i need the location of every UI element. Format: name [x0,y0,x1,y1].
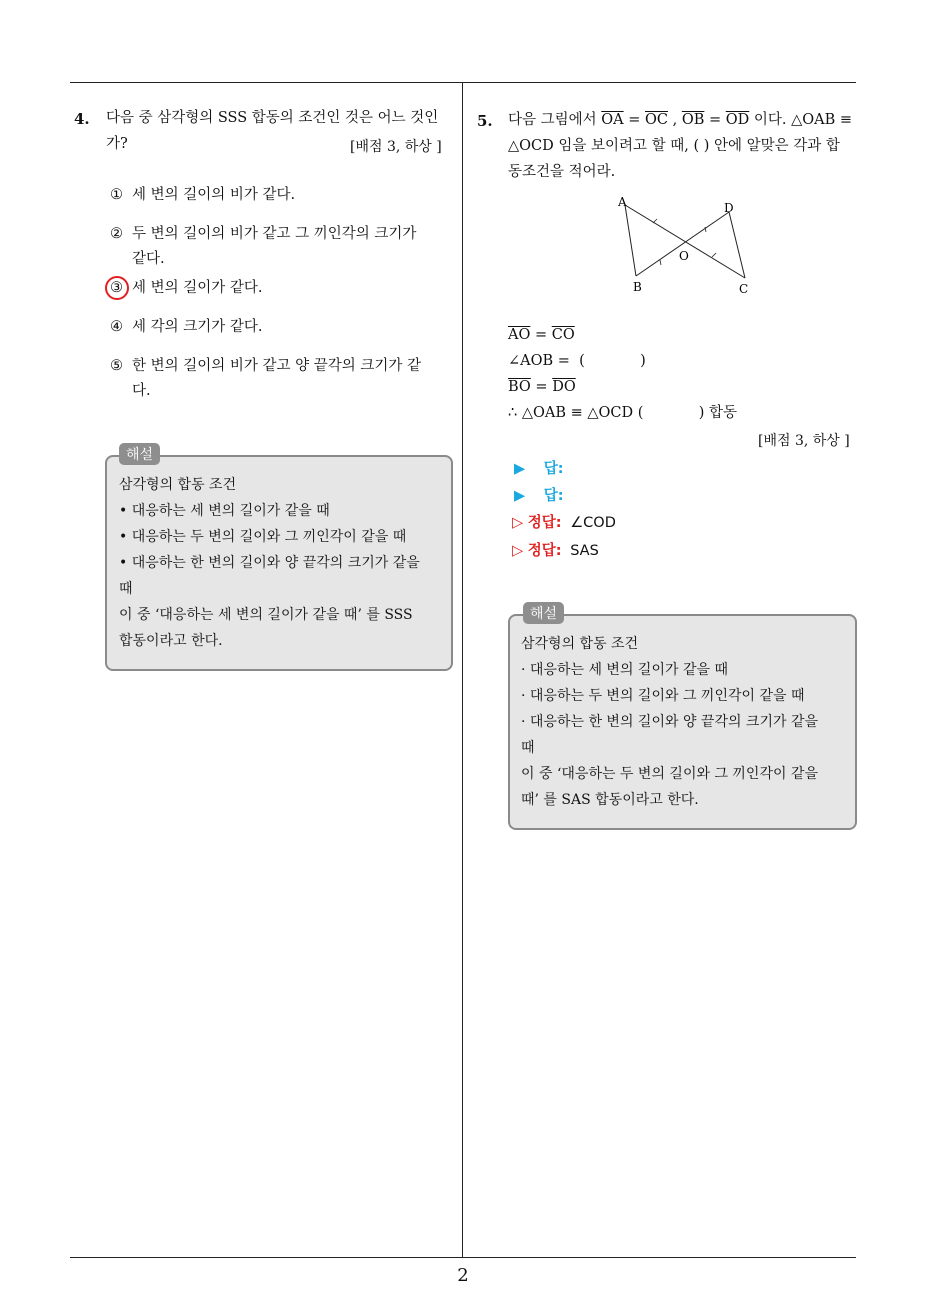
top-rule [70,82,856,83]
explanation-line: · 대응하는 두 변의 길이와 그 끼인각이 같을 때 [521,688,805,704]
segment-co: $\overline{CO}$ [551,327,575,343]
explanation-line: • 대응하는 세 변의 길이가 같을 때 [119,503,330,519]
correct-answer-label: 정답: [527,515,562,531]
option-1-number: ① [110,187,123,203]
explanation-line: 때’ 를 SAS 합동이라고 한다. [521,792,699,808]
line-db [636,212,729,276]
tick-mark [660,260,661,265]
correct-answer-2 [512,539,599,560]
outline-arrow-icon: ▷ [512,515,524,531]
option-5[interactable] [110,354,421,404]
explanation-line: 이 중 ‘대응하는 두 변의 길이와 그 끼인각이 같을 [521,766,819,782]
option-4-text: 세 각의 크기가 같다. [132,319,263,335]
answer-label: 답: [543,488,564,504]
option-4-number: ④ [110,319,123,335]
tick-mark [712,253,716,257]
option-2[interactable] [110,222,416,272]
question-5-line2: △OCD 임을 보이려고 할 때, ( ) 안에 알맞은 각과 합 [508,138,840,154]
triangle-figure [605,190,765,300]
explanation-line: · 대응하는 세 변의 길이가 같을 때 [521,662,728,678]
question-4-line1: 다음 중 삼각형의 SSS 합동의 조건인 것은 어느 것인 [106,110,439,126]
option-5-number: ⑤ [110,358,123,374]
correct-answer-value: SAS [570,543,599,559]
question-4-number: 4. [74,110,90,128]
explanation-line: 때 [521,740,535,756]
question-5-line3: 동조건을 적어라. [508,164,616,180]
selected-answer-circle [105,276,129,300]
tick-mark [653,219,657,223]
correct-answer-value: ∠COD [570,515,616,531]
explanation-line: 때 [119,581,133,597]
explanation-tag-q4: 해설 [119,443,160,465]
equals-sign: = [704,112,726,128]
option-5-text-cont: 다. [132,383,151,399]
answer-field-1[interactable] [514,457,564,478]
proof-step-1 [508,322,737,348]
segment-do: $\overline{DO}$ [552,379,576,395]
correct-answer-label: 정답: [527,543,562,559]
equals-sign: = [530,327,552,343]
equals-sign: = [530,379,553,395]
segment-ao: $\overline{AO}$ [508,327,531,343]
option-3-number: ③ [110,280,123,296]
play-arrow-icon: ▶ [514,488,526,504]
explanation-line: · 대응하는 한 변의 길이와 양 끝각의 크기가 같을 [521,714,819,730]
option-4[interactable] [110,315,263,340]
segment-bo: $\overline{BO}$ [508,379,531,395]
option-1-text: 세 변의 길이의 비가 같다. [132,187,296,203]
explanation-line: 합동이라고 한다. [119,633,223,649]
segment-oa: $\overline{OA}$ [601,112,624,128]
explanation-line: • 대응하는 한 변의 길이와 양 끝각의 크기가 같을 [119,555,420,571]
proof-step-3 [508,374,737,400]
segment-od: $\overline{OD}$ [725,112,750,128]
segment-ob: $\overline{OB}$ [681,112,705,128]
question-5-meta: [배점 3, 하상 ] [758,433,850,449]
equals-sign: = [623,112,645,128]
explanation-line: 삼각형의 합동 조건 [521,636,639,652]
question-5-number: 5. [477,112,493,130]
question-4-meta: [배점 3, 하상 ] [350,139,442,155]
proof-steps [508,322,737,426]
option-5-text: 한 변의 길이의 비가 같고 양 끝각의 크기가 같 [132,358,421,374]
answer-field-2[interactable] [514,484,564,505]
explanation-body-q4 [119,472,420,654]
column-divider [462,82,463,1258]
outline-arrow-icon: ▷ [512,543,524,559]
proof-step-2: ∠AOB = ( ) [508,353,646,369]
answer-label: 답: [543,461,564,477]
option-3-text: 세 변의 길이가 같다. [132,280,263,296]
play-arrow-icon: ▶ [514,461,526,477]
explanation-line: 삼각형의 합동 조건 [119,477,237,493]
question-5-line1 [508,108,852,133]
explanation-body-q5 [521,631,818,813]
label-o: O [679,249,689,263]
option-2-text-cont: 같다. [132,251,165,267]
label-c: C [739,282,749,296]
label-a: A [618,195,627,209]
label-d: D [724,201,734,215]
option-2-text: 두 변의 길이의 비가 같고 그 끼인각의 크기가 [132,226,417,242]
label-b: B [633,280,642,294]
correct-answer-1 [512,511,616,532]
option-2-number: ② [110,226,123,242]
explanation-line: • 대응하는 두 변의 길이와 그 끼인각이 같을 때 [119,529,407,545]
option-3[interactable] [110,276,263,301]
line-dc [729,212,745,278]
question-4-line2: 가? [106,136,128,152]
line-ab [625,205,636,276]
question-5-text-tail: 이다. △OAB ≡ [749,112,853,128]
page-number: 2 [457,1265,469,1286]
explanation-tag-q5: 해설 [523,602,564,624]
bottom-rule [70,1257,856,1258]
line-ac [625,205,745,278]
question-5-text: 다음 그림에서 [508,112,602,128]
proof-step-4: ∴ △OAB ≡ △OCD ( ) 합동 [508,405,737,421]
segment-oc: $\overline{OC}$ [645,112,668,128]
explanation-line: 이 중 ‘대응하는 세 변의 길이가 같을 때’ 를 SSS [119,607,413,623]
comma: , [667,112,682,128]
option-1[interactable] [110,183,295,208]
